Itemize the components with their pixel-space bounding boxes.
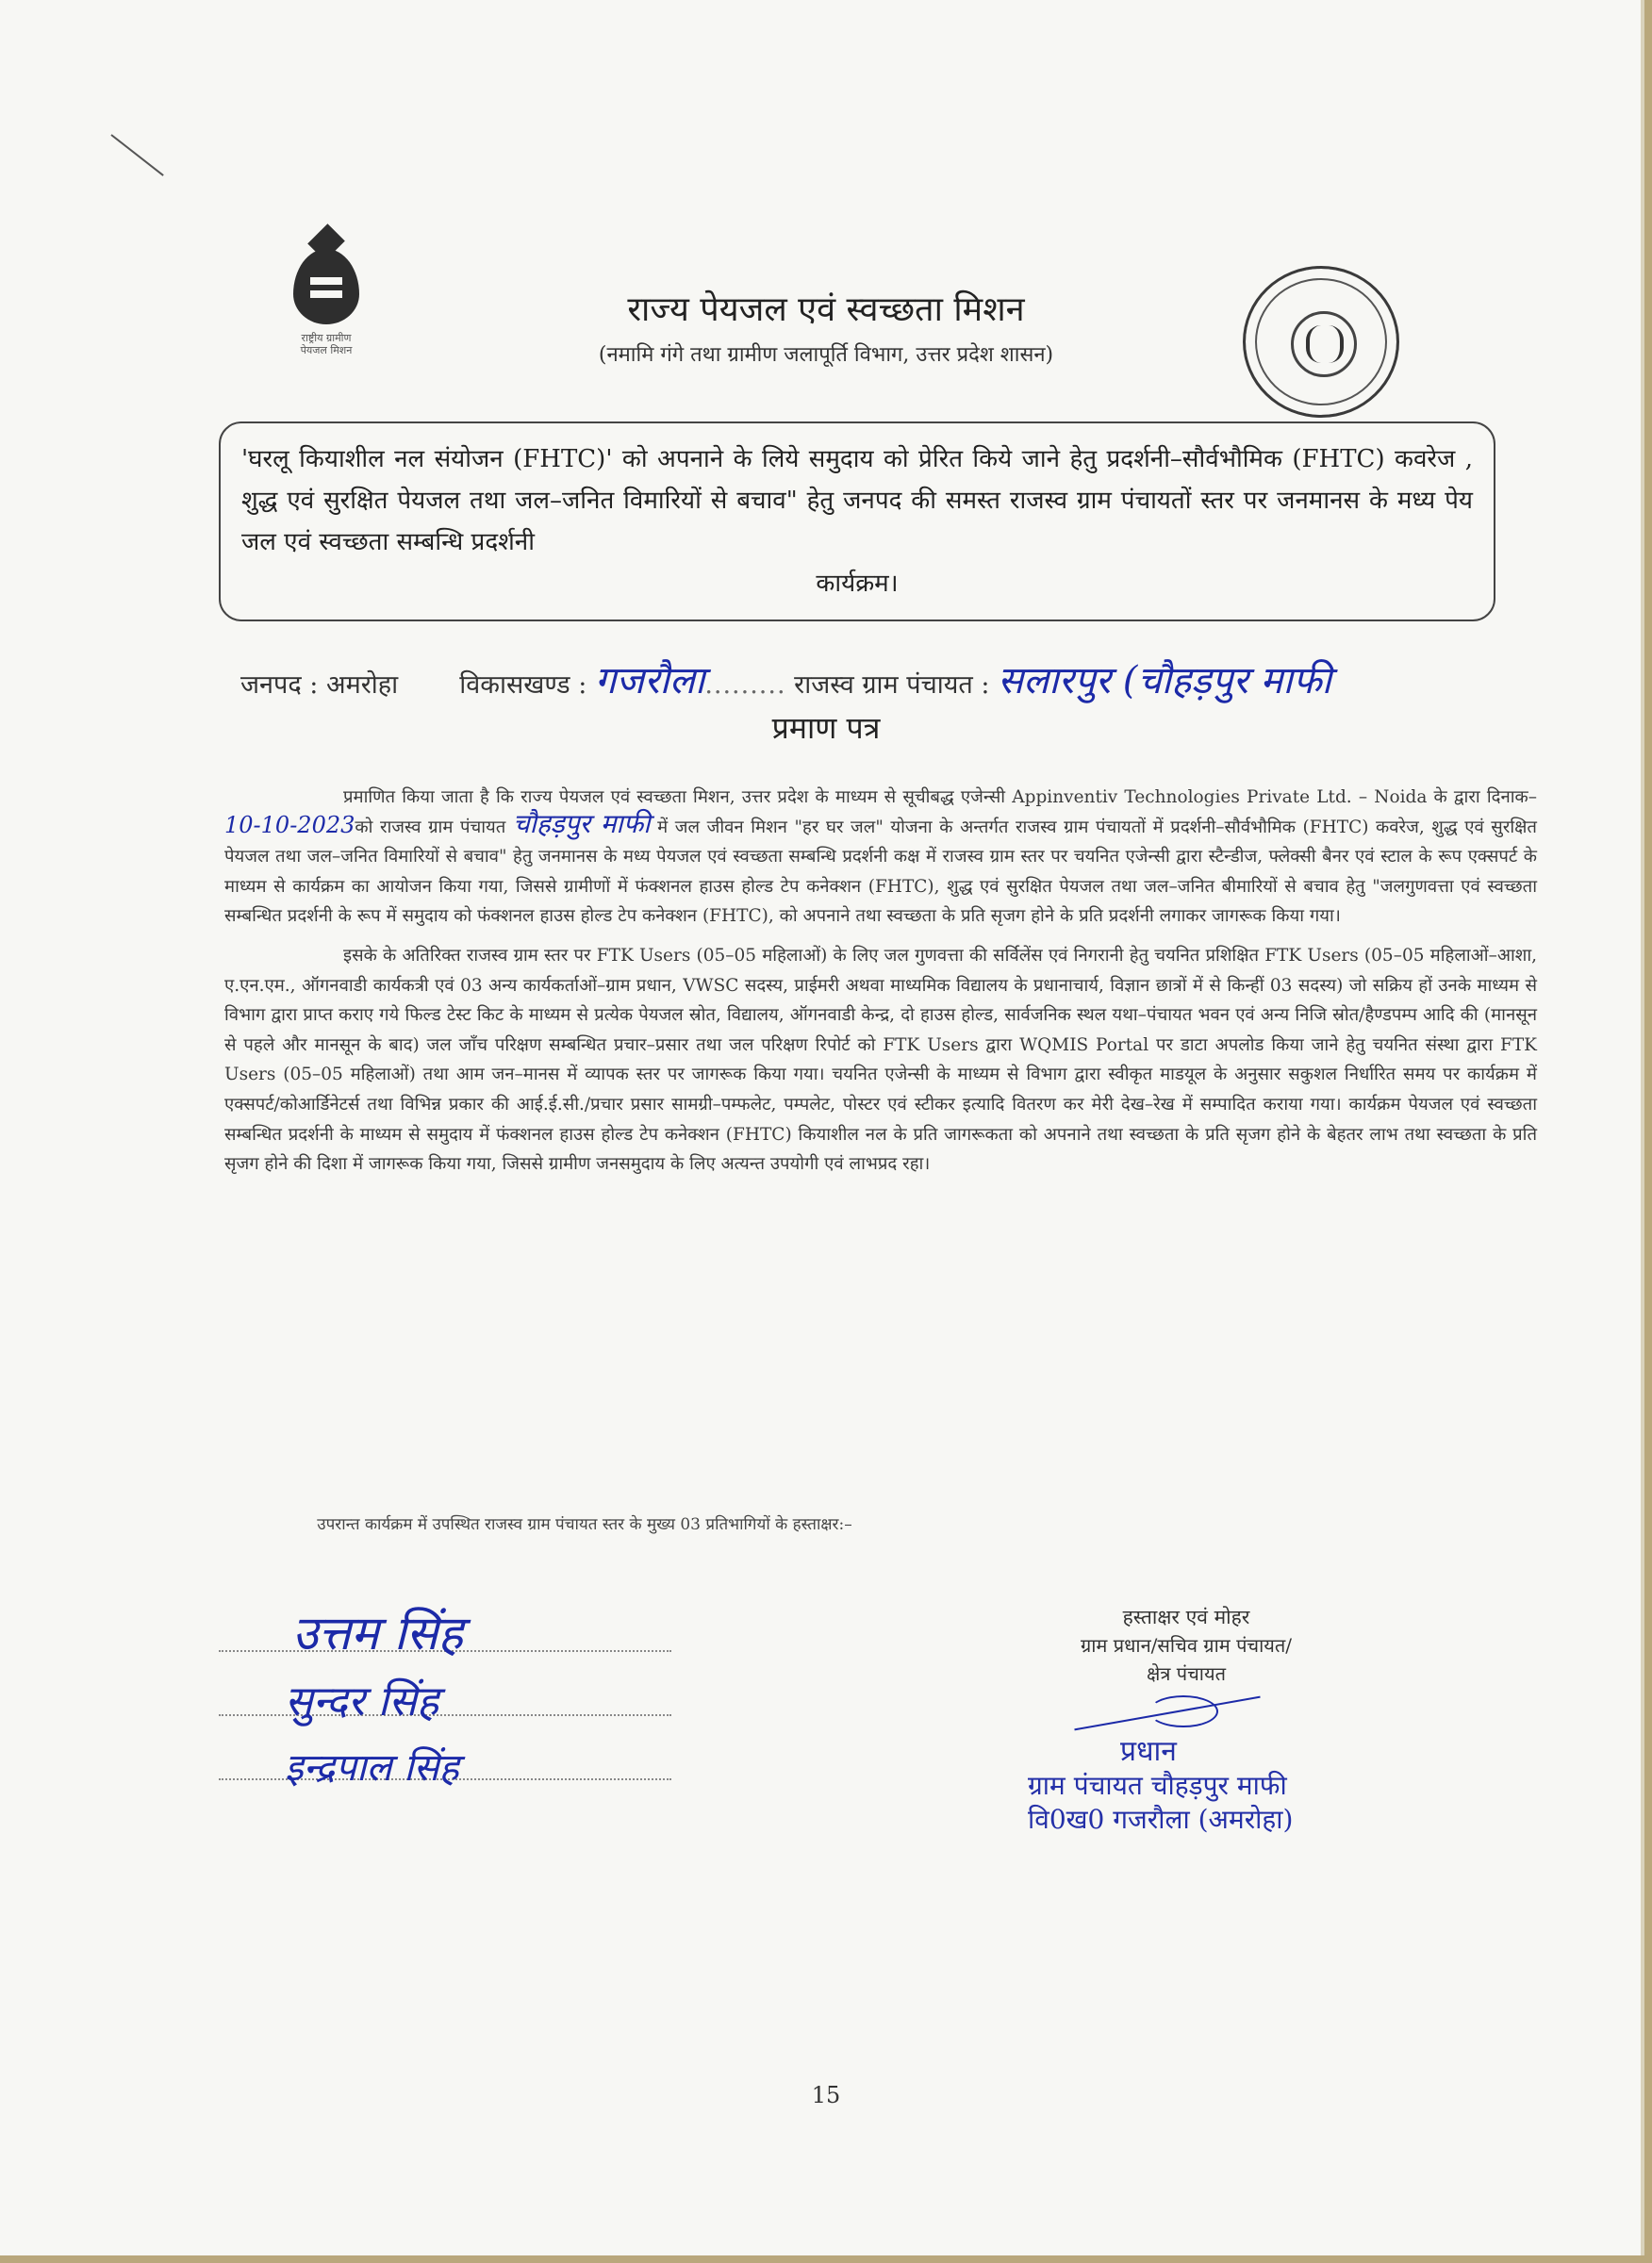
stamp-line-2: ग्राम पंचायत चौहड़पुर माफी — [1028, 1770, 1287, 1801]
p1-mid: को राजस्व ग्राम पंचायत — [355, 817, 506, 837]
program-title-text: 'घरलू कियाशील नल संयोजन (FHTC)' को अपनाने के लिये समुदाय को प्रेरित किये जाने हेतु प्रदर्शनी–सौर्वभौमिक (FHTC) कवरेज , शुद्ध एवं सुरक्षित पेयजल तथा जल–जनित विमारियों से बचाव" हेतु जनपद की समस्त राजस्व ग्राम पंचायतों स्तर पर जनमानस के मध्य पेय जल एवं स्वच्छता सम्बन्धि प्रदर्शनी — [241, 445, 1473, 556]
page-subtitle: (नमामि गंगे तथा ग्रामीण जलापूर्ति विभाग, उत्तर प्रदेश शासन) — [598, 343, 1054, 367]
certificate-title: प्रमाण पत्र — [771, 710, 881, 746]
page-title: राज्य पेयजल एवं स्वच्छता मिशन — [627, 290, 1025, 329]
block-label: विकासखण्ड : — [459, 670, 587, 700]
authority-sign-block — [1007, 1603, 1365, 1837]
block-dots: ......... — [704, 670, 786, 700]
program-title-last-line: कार्यक्रम। — [816, 570, 899, 598]
p1-date: 10-10-2023 — [224, 811, 355, 838]
participant-signatures — [219, 1590, 671, 1790]
signature-3: इन्द्रपाल सिंह — [285, 1746, 459, 1790]
body-paragraph-2: इसके के अतिरिक्त राजस्व ग्राम स्तर पर FTK Users (05–05 महिलाओं) के लिए जल गुणवत्ता की सर्विलेंस एवं निगरानी हेतु चयनित प्रशिक्षित FTK Users (05–05 महिलाओं–आशा, ए.एन.एम., ऑगनवाडी कार्यकत्री एवं 03 अन्य कार्यकर्ताओं–ग्राम प्रधान, VWSC सदस्य, प्राईमरी अथवा माध्यमिक विद्यालय के प्रधानाचार्य, विज्ञान छात्रों में से किन्हीं 03 सदस्य) जो सक्रिय हों उनके माध्यम से विभाग द्वारा प्राप्त कराए गये फिल्ड टेस्ट किट के माध्यम से प्रत्येक पेयजल स्रोत, विद्यालय, ऑगनवाडी केन्द्र, दो हाउस होल्ड, सार्वजनिक स्थल यथा–पंचायत भवन एवं अन्य निजि स्रोत/हैण्डपम्प आदि की (मानसून से पहले और मानसून के बाद) जल जाँच परिक्षण सम्बन्धित प्रचार–प्रसार तथा जल परिक्षण रिपोर्ट को FTK Users द्वारा WQMIS Portal पर डाटा अपलोड किया जाने हेतु चयनित संस्था द्वारा FTK Users (05–05 महिलाओं) तथा आम जन–मानस में व्यापक स्तर पर जागरूक किया गया। चयनित एजेन्सी के माध्यम से विभाग द्वारा स्वीकृत माडयूल के अनुसार सकुशल निर्धारित समय पर कार्यक्रम में एक्सपर्ट/कोआर्डिनेटर्स तथा विभिन्न प्रकार की आई.ई.सी./प्रचार प्रसार सामग्री–पम्फलेट, पम्पलेट, पोस्टर एवं स्टीकर इत्यादि वितरण कर मेरी देख–रेख में सम्पादित कराया गया। कार्यक्रम पेयजल एवं स्वच्छता सम्बन्धित प्रदर्शनी के माध्यम से समुदाय में फंक्शनल हाउस होल्ड टेप कनेक्शन (FHTC) कियाशील नल के प्रति जागरूकता को अपनाने तथा स्वच्छता के प्रति सृजग होने के बेहतर लाभ तथा स्वच्छता के प्रति सृजग होने की दिशा में जागरूक किया गया, जिससे ग्रामीण जनसमुदाय के लिए अत्यन्त उपयोगी एवं लाभप्रद रहा। — [224, 945, 1537, 1175]
pen-mark — [110, 134, 163, 176]
district-label: जनपद : अमरोहा — [240, 670, 399, 700]
pradhan-signature — [1007, 1688, 1365, 1735]
p1-end: में जल जीवन मिशन "हर घर जल" योजना के अन्तर्गत राजस्व ग्राम पंचायतों में प्रदर्शनी–सौर्वभौमिक (FHTC) कवरेज, शुद्ध एवं सुरक्षित पेयजल तथा जल–जनित विमारियों से बचाव" हेतु जनमानस के मध्य पेयजल एवं स्वच्छता सम्बन्धि प्रदर्शनी कक्ष में राजस्व ग्राम स्तर पर चयनित एजेन्सी द्वारा स्टैन्डीज, फ्लेक्सी बैनर एवं स्टाल के रूप एक्सपर्ट के माध्यम से कार्यक्रम का आयोजन किया गया, जिससे ग्रामीणों में फंक्शनल हाउस होल्ड टेप कनेक्शन (FHTC), शुद्ध एवं सुरक्षित पेयजल तथा जल–जनित बीमारियों से बचाव हेतु "जलगुणवत्ता एवं स्वच्छता सम्बन्धित प्रदर्शनी के रूप में समुदाय को फंक्शनल हाउस होल्ड टेप कनेक्शन (FHTC), को अपनाने तथा स्वच्छता के प्रति सृजग होने के प्रति प्रदर्शनी लगाकर जागरूक किया गया। — [224, 817, 1537, 927]
mission-logo-text: राष्ट्रीय ग्रामीण पेयजल मिशन — [300, 332, 353, 356]
block-value: गजरौला — [594, 659, 705, 702]
stamp-line-1: प्रधान — [1120, 1735, 1177, 1768]
p1-village: चौहड़पुर माफी — [512, 807, 651, 839]
signature-2: सुन्दर सिंह — [285, 1677, 439, 1726]
certificate-body — [224, 783, 1537, 1189]
body-paragraph-1 — [224, 783, 1537, 932]
panchayat-value: सलारपुर (चौहड़पुर माफी — [998, 659, 1332, 702]
signature-line-2 — [219, 1654, 671, 1726]
page-number: 15 — [811, 2082, 841, 2108]
stamp-line-3: वि0ख0 गजरौला (अमरोहा) — [1028, 1804, 1294, 1835]
participants-note: उपरान्त कार्यक्रम में उपस्थित राजस्व ग्राम पंचायत स्तर के मुख्य 03 प्रतिभागियों के हस्ताक्षर:– — [317, 1515, 852, 1534]
authority-role: ग्राम प्रधान/सचिव ग्राम पंचायत/ क्षेत्र पंचायत — [1080, 1634, 1293, 1685]
location-details — [240, 652, 1645, 700]
signature-line-1 — [219, 1590, 671, 1660]
sign-seal-heading: हस्ताक्षर एवं मोहर — [1122, 1606, 1250, 1628]
signature-line-3 — [219, 1718, 671, 1790]
program-title-box — [219, 421, 1495, 621]
p1-start: प्रमाणित किया जाता है कि राज्य पेयजल एवं स्वच्छता मिशन, उत्तर प्रदेश के माध्यम से सूचीबद्ध एजेन्सी Appinventiv Technologies Private Ltd. – Noida के द्वारा दिनाक– — [343, 787, 1537, 807]
signature-1: उत्तम सिंह — [292, 1606, 464, 1660]
panchayat-label: राजस्व ग्राम पंचायत : — [794, 670, 990, 700]
